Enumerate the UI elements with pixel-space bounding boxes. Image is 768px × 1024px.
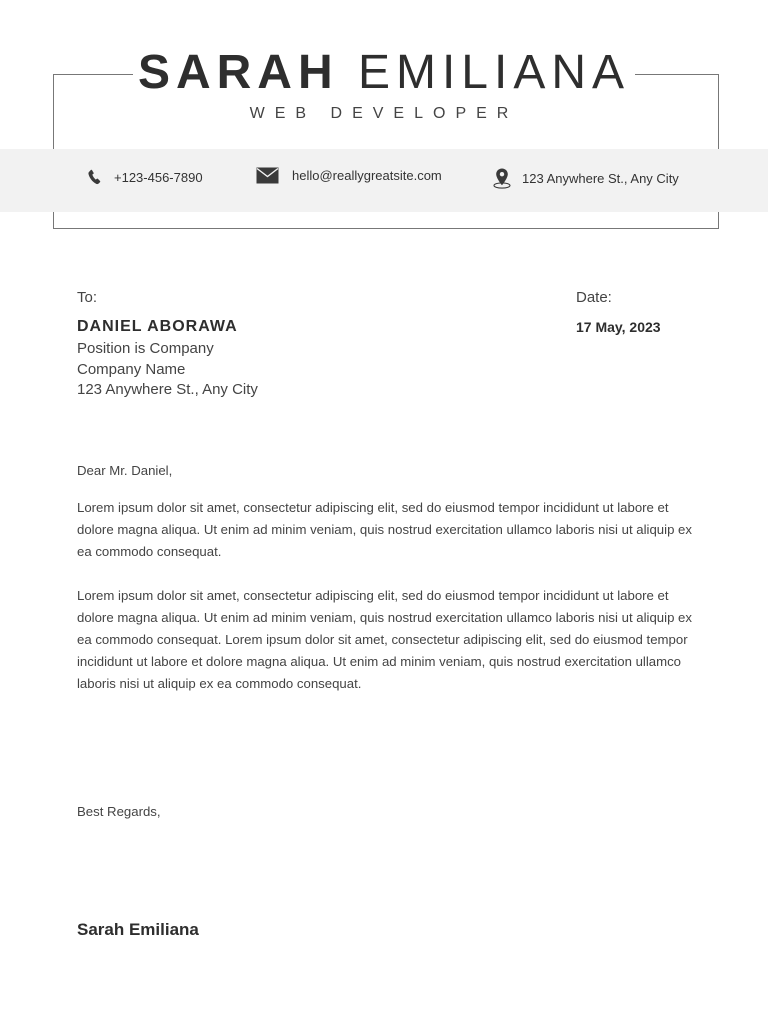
contact-phone — [86, 167, 203, 187]
address-text: 123 Anywhere St., Any City — [522, 170, 679, 186]
first-name: SARAH — [137, 46, 339, 99]
recipient-address: 123 Anywhere St., Any City — [77, 381, 258, 398]
paragraph-2: Lorem ipsum dolor sit amet, consectetur adipiscing elit, sed do eiusmod tempor incididunt ut labore et dolore magna aliqua. Ut enim ad minim veniam, quis nostrud exercitation ullamco laboris nisi ut aliquip ex ea commodo consequat. Lorem ipsum dolor sit amet, consectetur adipiscing elit, sed do eiusmod tempor incididunt ut labore et dolore magna aliqua. Ut enim ad minim veniam, quis nostrud exercitation ullamco laboris nisi ut aliquip ex ea commodo consequat. — [77, 588, 692, 691]
contact-address — [492, 167, 679, 189]
last-name: EMILIANA — [357, 46, 631, 99]
paragraph-1: Lorem ipsum dolor sit amet, consectetur adipiscing elit, sed do eiusmod tempor incididunt ut labore et dolore magna aliqua. Ut enim ad minim veniam, quis nostrud exercitation ullamco laboris nisi ut aliquip ex ea commodo consequat. — [77, 500, 692, 559]
phone-icon — [86, 167, 104, 187]
contact-email — [256, 167, 442, 184]
applicant-name — [0, 44, 768, 102]
signer-name: Sarah Emiliana — [77, 920, 199, 939]
envelope-icon — [256, 167, 279, 184]
recipient-company: Company Name — [77, 361, 186, 378]
recipient-position: Position is Company — [77, 340, 214, 357]
job-title: WEB DEVELOPER — [249, 105, 519, 122]
phone-number: +123-456-7890 — [114, 169, 203, 185]
to-label: To: — [77, 289, 98, 306]
closing: Best Regards, — [77, 804, 161, 819]
location-pin-icon — [492, 167, 512, 189]
salutation: Dear Mr. Daniel, — [77, 463, 173, 478]
email-address: hello@reallygreatsite.com — [292, 168, 442, 183]
date-label: Date: — [576, 289, 612, 306]
letter-date: 17 May, 2023 — [576, 319, 661, 335]
recipient-name: DANIEL ABORAWA — [77, 318, 238, 335]
